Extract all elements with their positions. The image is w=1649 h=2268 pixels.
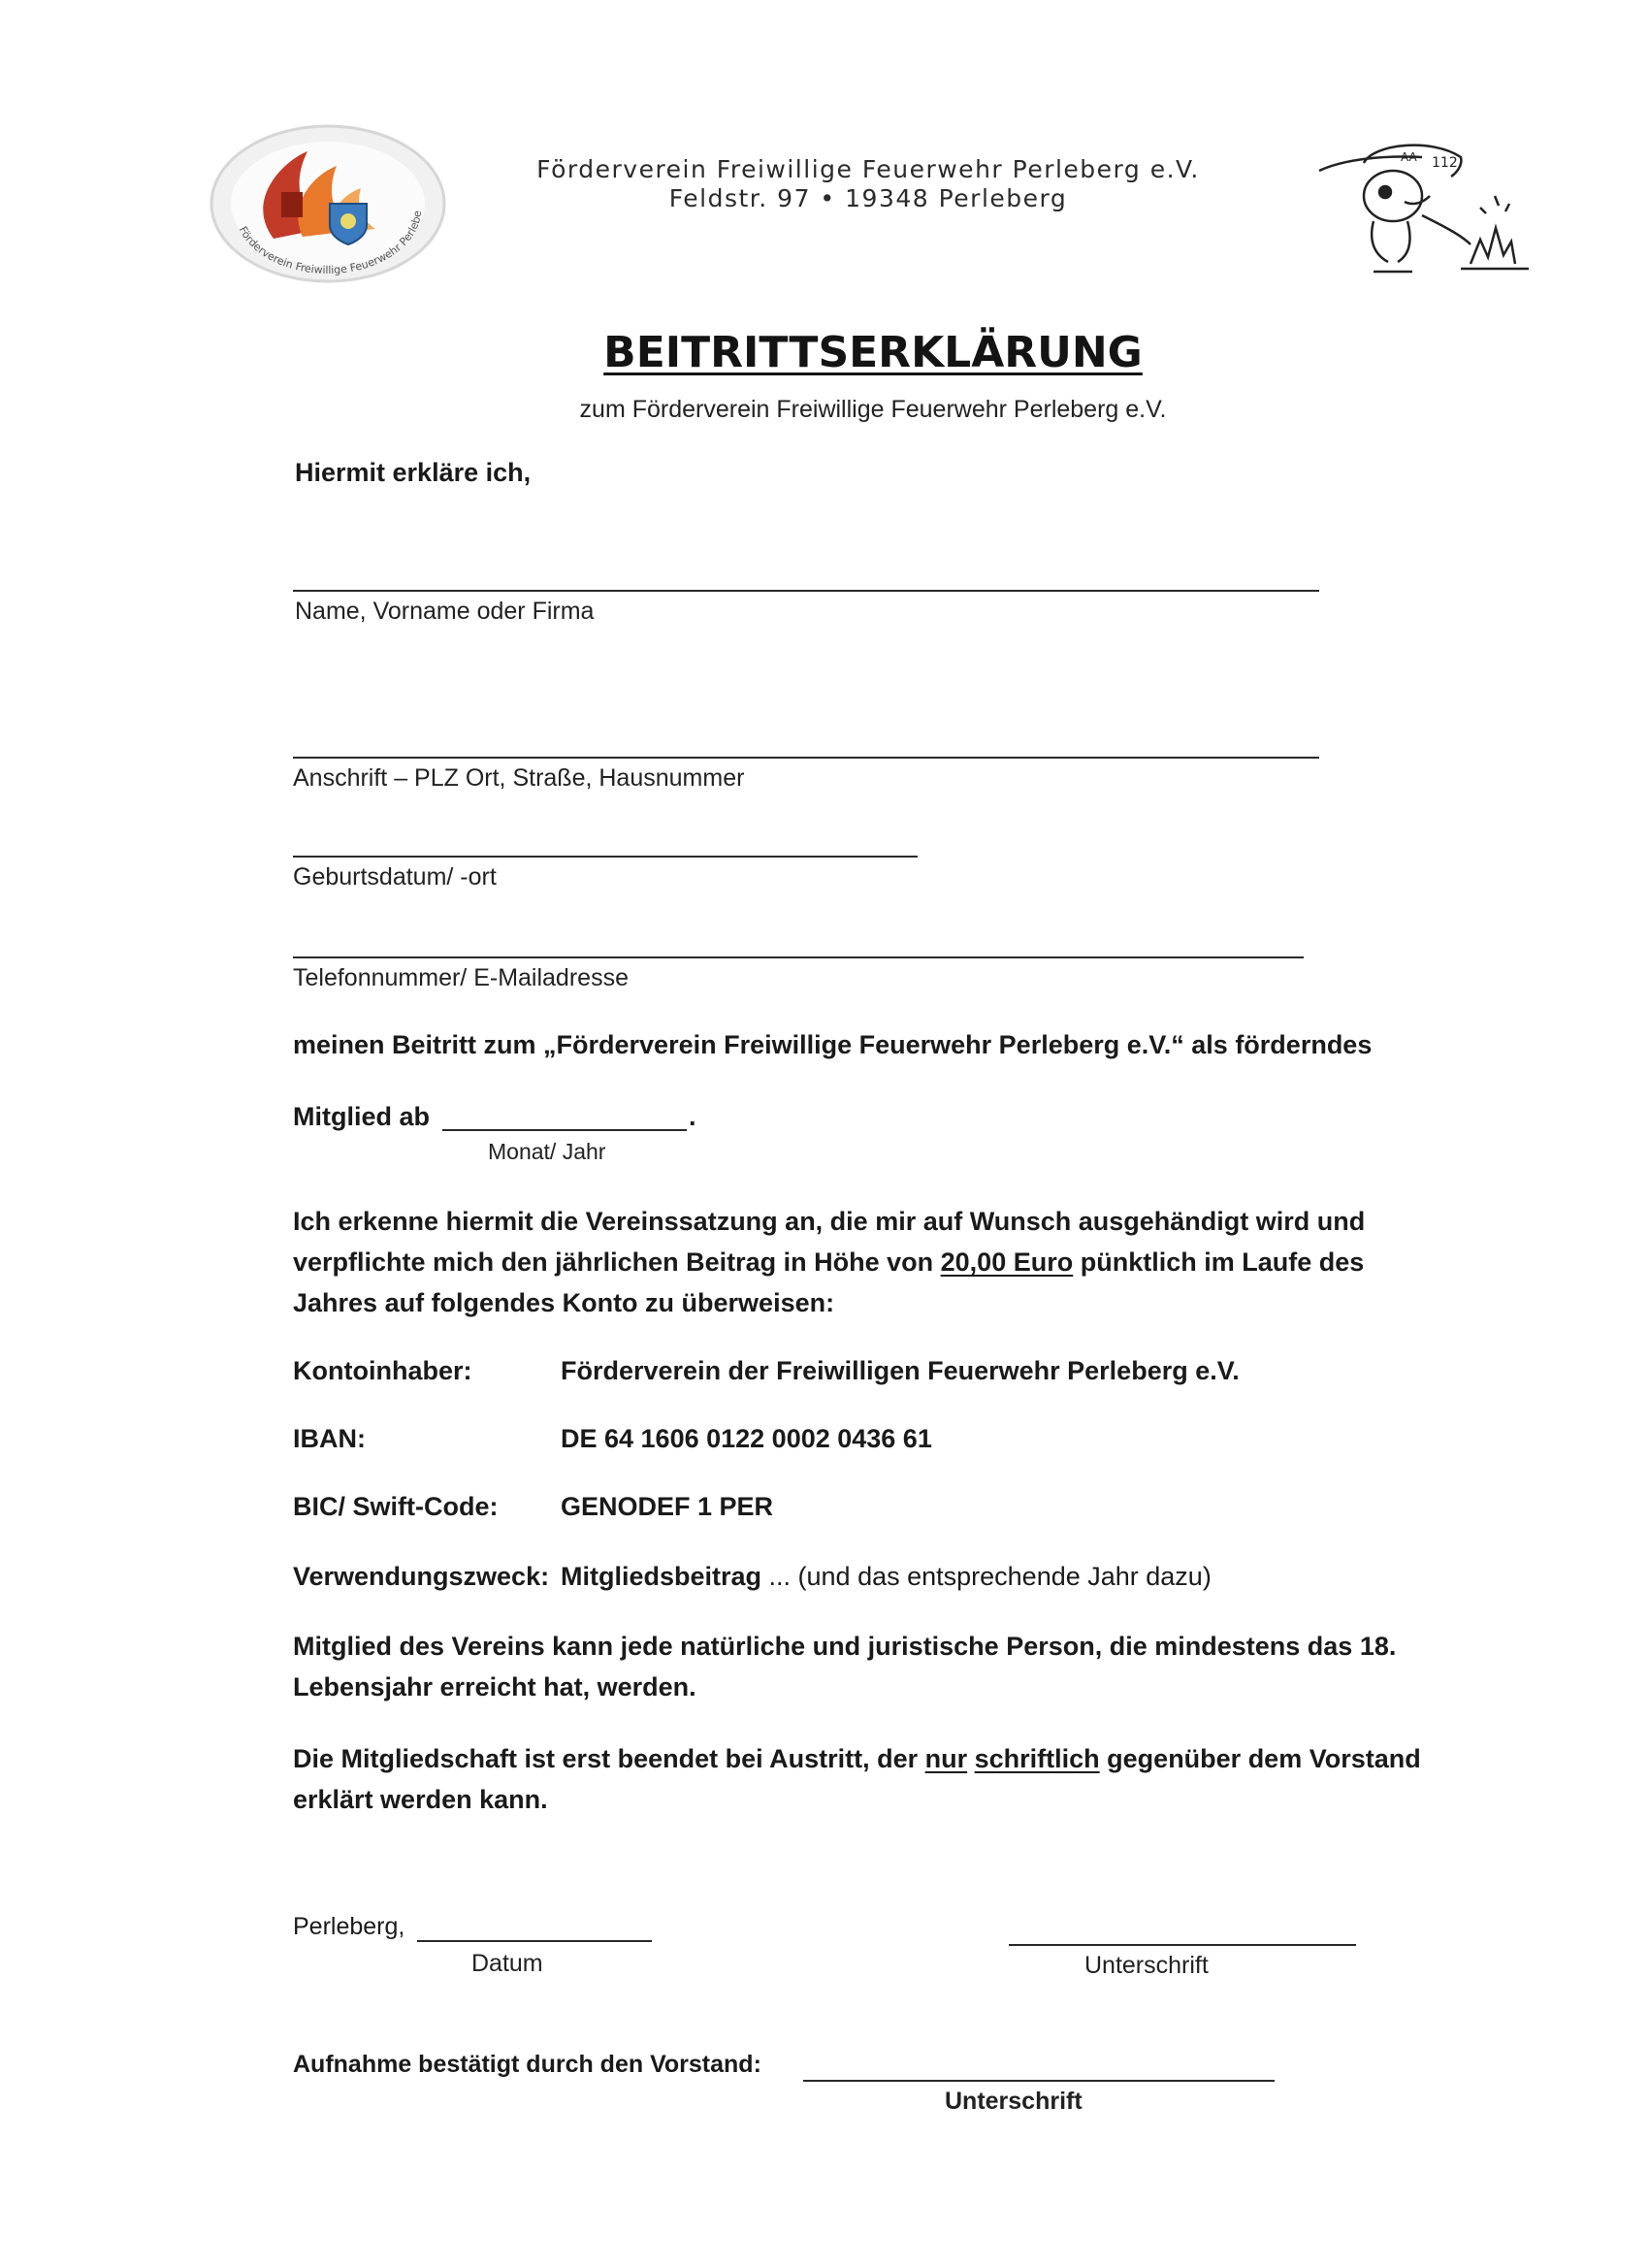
purpose-value-note: ... (und das entsprechende Jahr dazu): [761, 1562, 1212, 1591]
contact-input-line[interactable]: [293, 956, 1304, 958]
address-label: Anschrift – PLZ Ort, Straße, Hausnummer: [293, 764, 745, 792]
bic-label: BIC/ Swift-Code:: [293, 1492, 499, 1521]
form-subtitle: zum Förderverein Freiwillige Feuerwehr Perleberg e.V.: [579, 396, 1167, 423]
helmet-letters: AA: [1401, 150, 1417, 164]
board-confirmation-label: Aufnahme bestätigt durch den Vorstand:: [293, 2051, 761, 2078]
board-signature-input-line[interactable]: [803, 2080, 1275, 2082]
organization-address: Feldstr. 97 • 19348 Perleberg: [668, 184, 1068, 212]
birth-label: Geburtsdatum/ -ort: [293, 863, 497, 891]
organization-name: Förderverein Freiwillige Feuerwehr Perleberg e.V.: [536, 155, 1200, 183]
form-title: BEITRITTSERKLÄRUNG: [603, 328, 1143, 377]
iban-label: IBAN:: [293, 1424, 366, 1453]
date-label: Datum: [471, 1950, 543, 1977]
place-label: Perleberg,: [293, 1913, 405, 1940]
termination-text-1: Die Mitgliedschaft ist erst beendet bei Austritt, der: [293, 1744, 925, 1773]
member-since-suffix: .: [689, 1102, 696, 1131]
termination-emphasis-only: nur: [924, 1744, 968, 1773]
iban-value: DE 64 1606 0122 0002 0436 61: [561, 1424, 932, 1453]
helmet-number: 112: [1432, 155, 1458, 171]
statute-text-1: Ich erkenne hiermit die Vereinssatzung an, die mir auf Wunsch ausgehändigt wird und verpflichte mich den jährlichen Beitrag in Höhe von: [293, 1207, 1366, 1277]
member-since-prefix: Mitglied ab: [293, 1102, 430, 1131]
termination-emphasis-written: schriftlich: [974, 1744, 1100, 1773]
termination-text-2: gegenüber dem Vorstand erklärt werden kann.: [293, 1744, 1421, 1814]
purpose-value: [561, 1562, 1212, 1592]
member-since-hint: Monat/ Jahr: [488, 1139, 606, 1164]
contact-label: Telefonnummer/ E-Mailadresse: [293, 964, 629, 991]
address-input-line[interactable]: [293, 757, 1319, 759]
member-since-input-line[interactable]: [442, 1129, 687, 1131]
bic-value: GENODEF 1 PER: [561, 1492, 774, 1521]
termination-paragraph: [293, 1738, 1438, 1820]
purpose-label: Verwendungszweck:: [293, 1562, 550, 1591]
membership-statement: meinen Beitritt zum „Förderverein Freiwillige Feuerwehr Perleberg e.V.“ als förderndes: [293, 1030, 1373, 1059]
signature-input-line[interactable]: [1009, 1944, 1356, 1946]
name-input-line[interactable]: [293, 590, 1319, 592]
date-input-line[interactable]: [417, 1940, 652, 1942]
account-holder-label: Kontoinhaber:: [293, 1356, 472, 1385]
seal-ring-text: Förderverein Freiwillige Feuerwehr Perlebe: [236, 210, 425, 277]
statute-text-2: pünktlich im Laufe des Jahres auf folgendes Konto zu überweisen:: [293, 1247, 1365, 1317]
firefighter-cartoon-icon: [1315, 138, 1535, 283]
account-holder-value: Förderverein der Freiwilligen Feuerwehr Perleberg e.V.: [561, 1356, 1240, 1385]
purpose-value-main: Mitgliedsbeitrag: [561, 1562, 762, 1591]
board-signature-label: Unterschrift: [945, 2088, 1083, 2115]
intro-text: Hiermit erkläre ich,: [295, 458, 532, 487]
birth-input-line[interactable]: [293, 856, 918, 858]
signature-label: Unterschrift: [1084, 1952, 1209, 1979]
termination-space: [967, 1744, 975, 1773]
eligibility-paragraph: Mitglied des Vereins kann jede natürliche und juristische Person, die mindestens das 18. Lebensjahr erreicht hat, werden.: [293, 1632, 1397, 1701]
statute-paragraph: [293, 1201, 1438, 1323]
name-label: Name, Vorname oder Firma: [295, 598, 595, 625]
firefighter-mascot: [1315, 138, 1535, 283]
contribution-amount: 20,00 Euro: [940, 1247, 1074, 1277]
